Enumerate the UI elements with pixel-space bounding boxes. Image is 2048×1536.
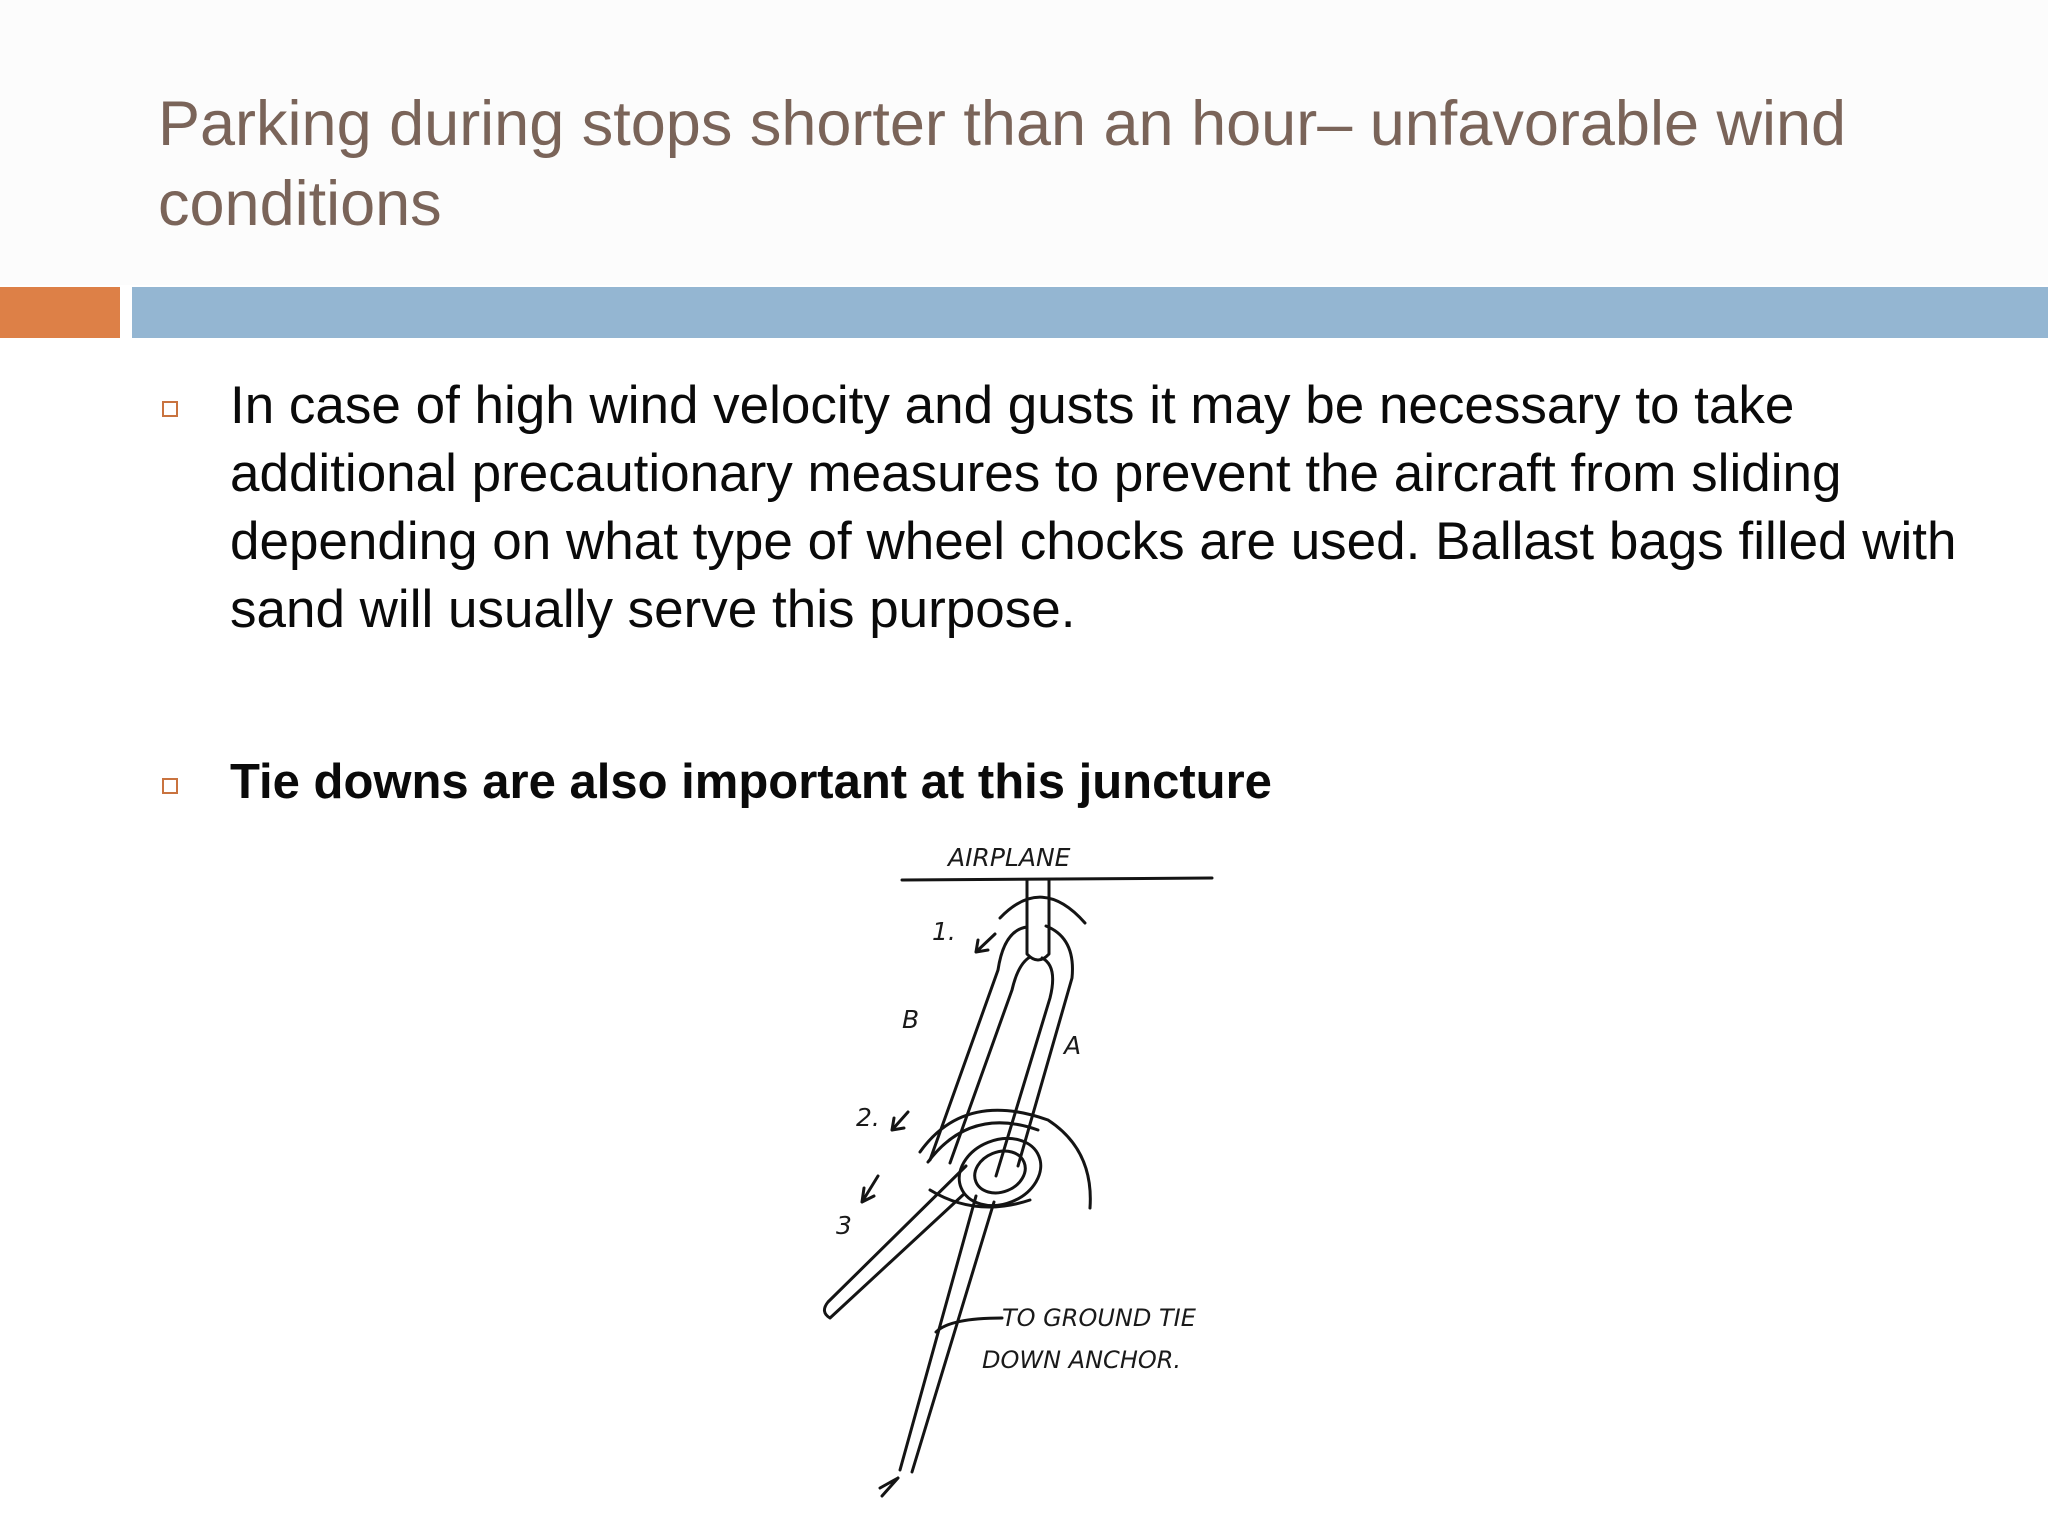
bullet-text: In case of high wind velocity and gusts it may be necessary to take additional precautionary measures to prevent the aircraft from sliding depending on what type of wheel chocks are used. Ballast bags filled with sand will usually serve this purpose. [230, 376, 1957, 639]
arrow-step-1 [976, 934, 995, 952]
anchor-line-left [900, 1196, 976, 1470]
rope-a-label: A [1064, 1031, 1082, 1060]
arrow-step-3 [862, 1176, 878, 1202]
rope-b-label: B [902, 1005, 920, 1034]
title-divider-bar [132, 287, 2048, 338]
tie-down-ring-post [1027, 880, 1049, 960]
bullet-text: Tie downs are also important at this juncture [230, 755, 1272, 809]
anchor-label-line-1: TO GROUND TIE [1002, 1304, 1196, 1332]
anchor-label-leader [936, 1318, 1002, 1332]
motion-arc-top [1000, 897, 1085, 923]
square-bullet-icon [162, 401, 178, 417]
square-bullet-icon [162, 778, 178, 794]
page-title: Parking during stops shorter than an hour– unfavorable wind conditions [158, 89, 1847, 239]
tie-down-knot-diagram [780, 830, 1300, 1510]
anchor-arrowhead [880, 1478, 898, 1496]
anchor-label-line-2: DOWN ANCHOR. [982, 1346, 1182, 1374]
step-1-label: 1. [932, 917, 956, 946]
anchor-line-right [912, 1202, 994, 1472]
title-area [0, 0, 2048, 285]
airplane-label: AIRPLANE [948, 843, 1071, 872]
knot-illustration [780, 830, 1300, 1510]
step-3-label: 3 [836, 1211, 852, 1240]
accent-bar [0, 287, 120, 338]
arrow-step-2 [892, 1112, 908, 1130]
step-2-label: 2. [856, 1103, 880, 1132]
airplane-surface-line [902, 878, 1212, 880]
motion-arc-middle [920, 1110, 1090, 1208]
rope-free-end [824, 1166, 966, 1318]
